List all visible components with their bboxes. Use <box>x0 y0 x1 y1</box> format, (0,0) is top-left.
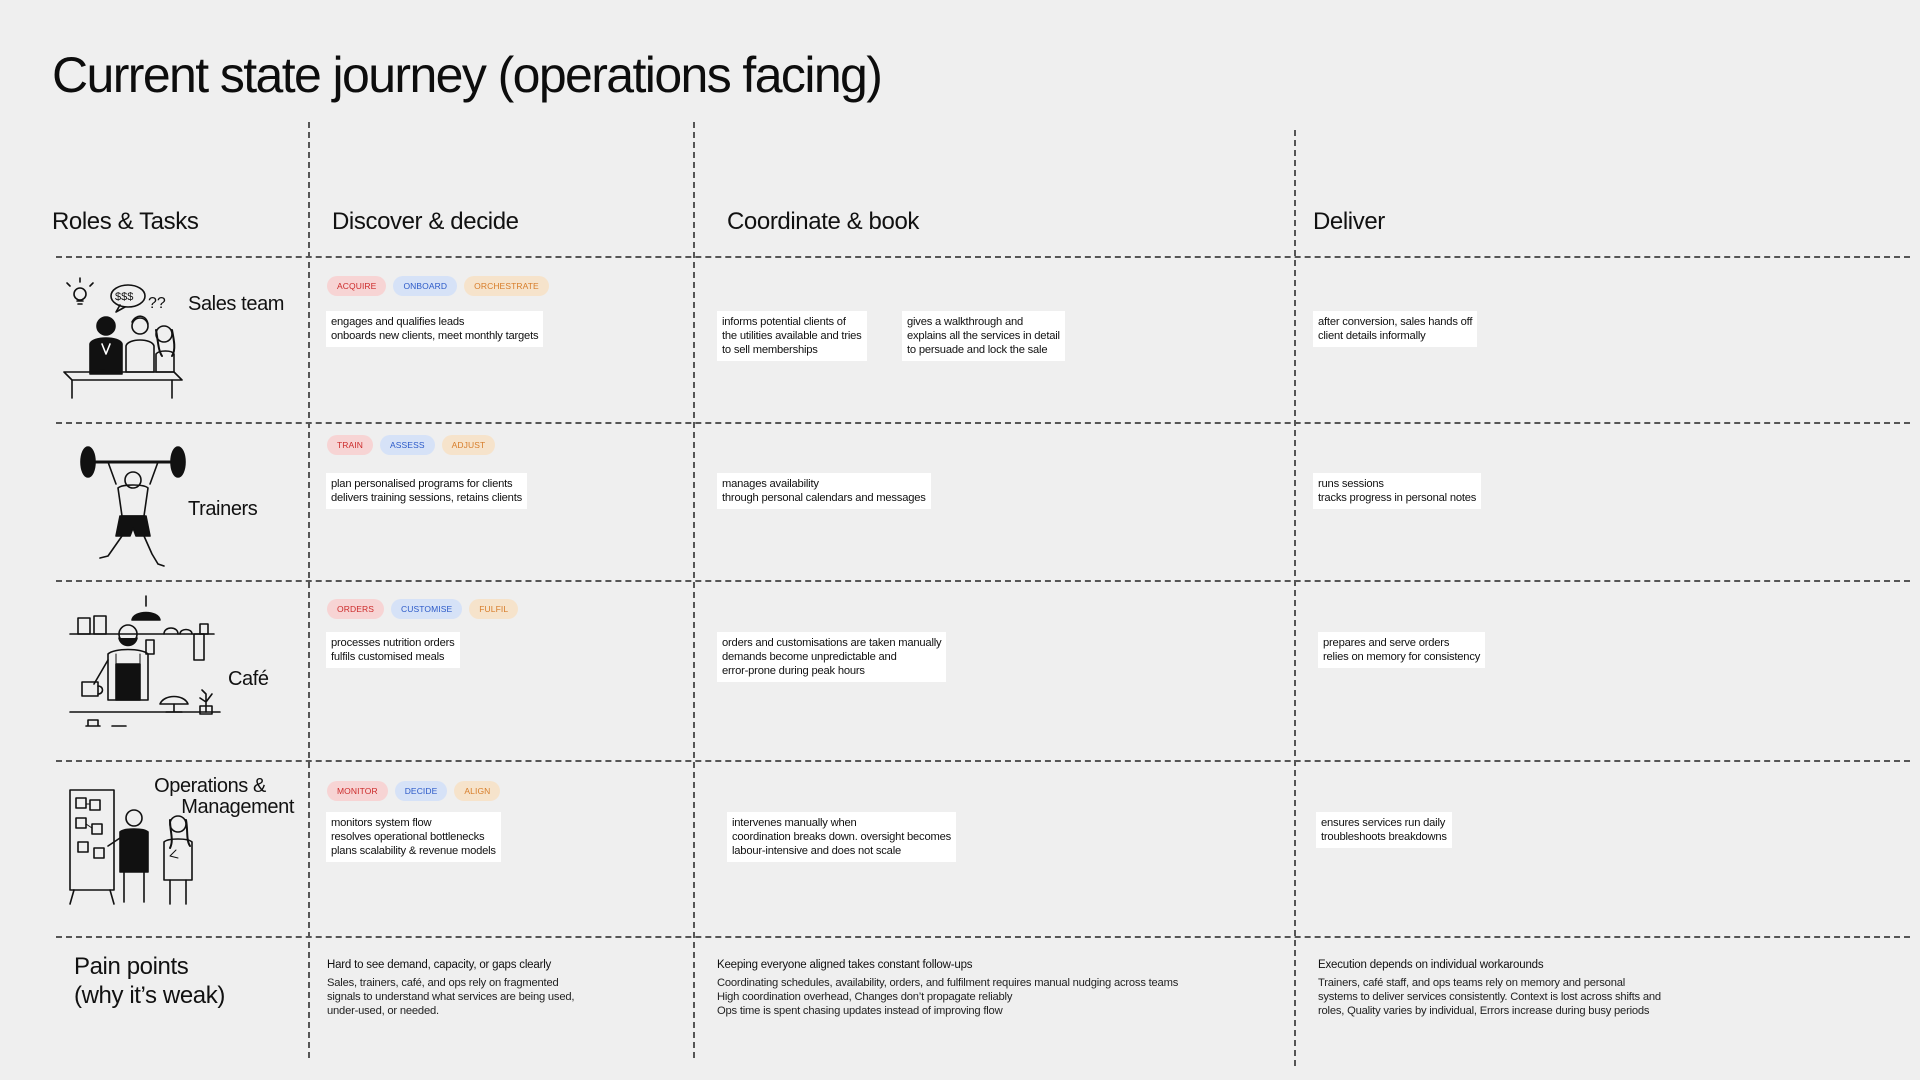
tag-chip: MONITOR <box>327 781 388 801</box>
task-note <box>326 632 460 668</box>
tag-chip: TRAIN <box>327 435 373 455</box>
column-header-deliver: Deliver <box>1313 208 1385 235</box>
note-line: plan personalised programs for clients <box>331 478 513 490</box>
note-line: resolves operational bottlenecks <box>331 831 485 843</box>
column-header-coordinate: Coordinate & book <box>727 208 919 235</box>
note-line: processes nutrition orders <box>331 637 455 649</box>
note-line: troubleshoots breakdowns <box>1321 831 1447 843</box>
tag-chip: ALIGN <box>454 781 500 801</box>
tag-chip: FULFIL <box>469 599 518 619</box>
chip-group <box>327 276 549 296</box>
row-divider <box>56 936 1910 938</box>
note-line: relies on memory for consistency <box>1323 651 1481 663</box>
pain-heading: Hard to see demand, capacity, or gaps clearly <box>327 959 552 971</box>
tag-chip: CUSTOMISE <box>391 599 462 619</box>
pain-line: signals to understand what services are being used, <box>327 991 575 1003</box>
row-divider <box>56 760 1910 762</box>
note-line: the utilities available and tries <box>722 330 862 342</box>
role-label-line: Operations & <box>154 775 266 797</box>
note-line: ensures services run daily <box>1321 817 1446 829</box>
page-title: Current state journey (operations facing) <box>52 47 882 103</box>
chip-group <box>327 435 495 455</box>
note-line: explains all the services in detail <box>907 330 1060 342</box>
task-note <box>326 473 527 509</box>
tag-chip: ORCHESTRATE <box>464 276 549 296</box>
note-line: runs sessions <box>1318 478 1384 490</box>
pain-points-title: Pain points <box>74 953 189 980</box>
pain-points-subtitle: (why it’s weak) <box>74 982 225 1009</box>
pain-heading: Keeping everyone aligned takes constant follow-ups <box>717 959 973 971</box>
note-line: demands become unpredictable and <box>722 651 897 663</box>
row-divider <box>56 256 1910 258</box>
pain-points-label <box>74 952 225 1010</box>
tag-chip: ACQUIRE <box>327 276 386 296</box>
task-note <box>326 311 543 347</box>
pain-line: High coordination overhead, Changes don’t propagate reliably <box>717 991 1013 1003</box>
note-line: to persuade and lock the sale <box>907 344 1048 356</box>
chip-group <box>327 781 500 801</box>
pain-line: Trainers, café staff, and ops teams rely on memory and personal <box>1318 977 1626 989</box>
weightlifter-illustration <box>78 440 188 570</box>
tag-chip: ADJUST <box>442 435 496 455</box>
task-note <box>717 632 946 682</box>
note-line: monitors system flow <box>331 817 432 829</box>
task-note <box>1313 473 1481 509</box>
note-line: intervenes manually when <box>732 817 857 829</box>
pain-line: Sales, trainers, café, and ops rely on fragmented <box>327 977 559 989</box>
task-note <box>1313 311 1477 347</box>
column-divider <box>1294 130 1296 1066</box>
pain-heading: Execution depends on individual workarounds <box>1318 959 1544 971</box>
pain-point-deliver <box>1318 958 1661 1018</box>
task-note <box>902 311 1065 361</box>
pain-line: Ops time is spent chasing updates instead of improving flow <box>717 1005 1003 1017</box>
note-line: manages availability <box>722 478 819 490</box>
note-line: plans scalability & revenue models <box>331 845 496 857</box>
pain-line: roles, Quality varies by individual, Errors increase during busy periods <box>1318 1005 1650 1017</box>
role-label-sales: Sales team <box>188 293 285 315</box>
task-note <box>1318 632 1485 668</box>
column-header-roles: Roles & Tasks <box>52 208 199 235</box>
note-line: coordination breaks down. oversight becomes <box>732 831 952 843</box>
pain-point-coordinate <box>717 958 1178 1018</box>
note-line: onboards new clients, meet monthly targets <box>331 330 539 342</box>
note-line: engages and qualifies leads <box>331 316 465 328</box>
note-line: orders and customisations are taken manually <box>722 637 942 649</box>
tag-chip: ASSESS <box>380 435 435 455</box>
note-line: informs potential clients of <box>722 316 846 328</box>
note-line: tracks progress in personal notes <box>1318 492 1477 504</box>
tag-chip: ORDERS <box>327 599 384 619</box>
row-divider <box>56 580 1910 582</box>
row-divider <box>56 422 1910 424</box>
column-divider <box>693 122 695 1058</box>
role-label-cafe: Café <box>228 668 269 690</box>
note-line: after conversion, sales hands off <box>1318 316 1473 328</box>
note-line: to sell memberships <box>722 344 818 356</box>
pain-point-discover <box>327 958 574 1018</box>
note-line: delivers training sessions, retains clients <box>331 492 522 504</box>
role-label-operations <box>150 776 294 818</box>
role-label-line: Management <box>181 796 294 818</box>
note-line: labour-intensive and does not scale <box>732 845 902 857</box>
column-header-discover: Discover & decide <box>332 208 519 235</box>
role-label-trainers: Trainers <box>188 498 258 520</box>
task-note <box>727 812 956 862</box>
pain-line: systems to deliver services consistently. Context is lost across shifts and <box>1318 991 1661 1003</box>
task-note <box>717 473 931 509</box>
note-line: client details informally <box>1318 330 1426 342</box>
pain-line: Coordinating schedules, availability, orders, and fulfilment requires manual nudging across teams <box>717 977 1179 989</box>
note-line: prepares and serve orders <box>1323 637 1450 649</box>
svg-text:$$$: $$$ <box>115 291 134 303</box>
task-note <box>326 812 501 862</box>
barista-illustration <box>68 594 228 744</box>
tag-chip: ONBOARD <box>393 276 457 296</box>
task-note <box>717 311 867 361</box>
chip-group <box>327 599 518 619</box>
tag-chip: DECIDE <box>395 781 448 801</box>
svg-text:??: ?? <box>148 295 166 312</box>
column-divider <box>308 122 310 1058</box>
note-line: through personal calendars and messages <box>722 492 926 504</box>
task-note <box>1316 812 1452 848</box>
note-line: error-prone during peak hours <box>722 665 865 677</box>
sales-meeting-illustration <box>60 274 192 404</box>
note-line: fulfils customised meals <box>331 651 445 663</box>
note-line: gives a walkthrough and <box>907 316 1024 328</box>
pain-line: under-used, or needed. <box>327 1005 439 1017</box>
